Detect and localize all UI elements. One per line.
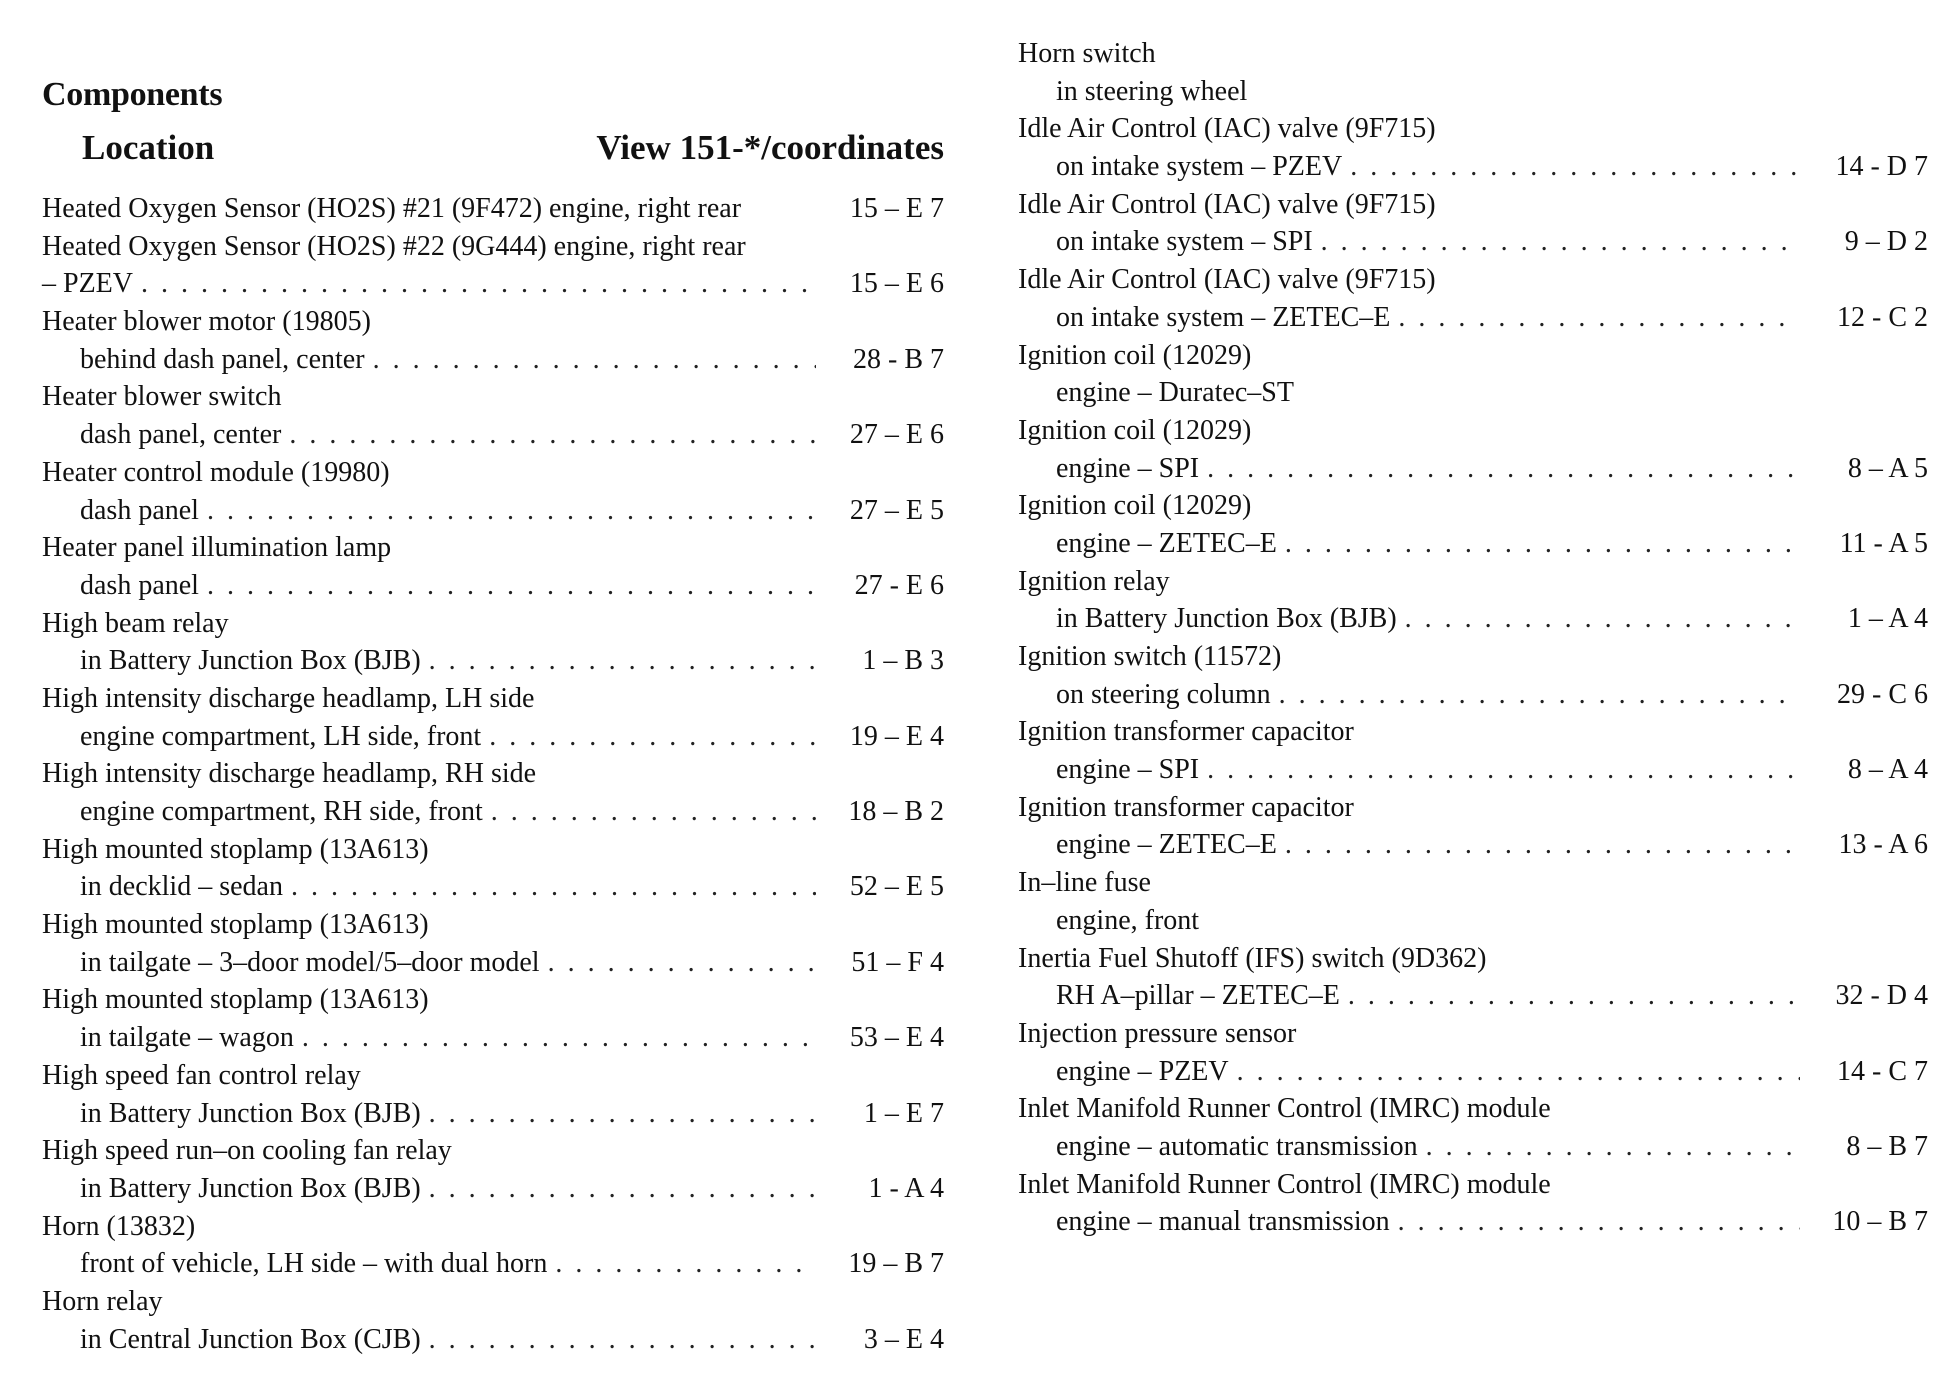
view-coordinate: 51 – F 4: [851, 946, 944, 978]
component-entry: [42, 981, 944, 1056]
component-name: Inlet Manifold Runner Control (IMRC) module: [1018, 1168, 1551, 1200]
location-line: [42, 416, 944, 454]
location-line: [42, 1321, 944, 1359]
location-line: [42, 1245, 944, 1283]
view-coordinate: 8 – A 5: [1847, 452, 1928, 484]
location-text: front of vehicle, LH side – with dual horn: [80, 1248, 548, 1280]
view-coordinate: 32 - D 4: [1835, 980, 1928, 1012]
location-text: in Battery Junction Box (BJB): [80, 1172, 421, 1204]
view-coordinate: 13 - A 6: [1838, 829, 1928, 861]
location-text: engine, front: [1056, 904, 1200, 936]
location-line: [1018, 525, 1928, 563]
component-list-left: [42, 190, 944, 1358]
component-line: [1018, 563, 1928, 601]
component-line: [42, 906, 944, 944]
dot-leader: [291, 868, 816, 906]
location-line: [1018, 600, 1928, 638]
component-entry: [1018, 35, 1928, 110]
view-column-header: View 151-*/coordinates: [596, 128, 944, 167]
dot-leader: [489, 718, 816, 756]
component-entry: [42, 1057, 944, 1132]
component-name: Ignition transformer capacitor: [1018, 716, 1354, 748]
location-line: [1018, 450, 1928, 488]
column-header-row: [42, 128, 944, 172]
location-line: [42, 944, 944, 982]
component-line: [1018, 186, 1928, 224]
component-line: [1018, 789, 1928, 827]
location-text: on intake system – PZEV: [1056, 151, 1343, 183]
component-line: [42, 228, 944, 266]
component-entry: [42, 1208, 944, 1283]
location-text: in Central Junction Box (CJB): [80, 1323, 421, 1355]
component-line: [42, 755, 944, 793]
component-name: Heater blower switch: [42, 381, 282, 413]
location-text: engine compartment, LH side, front: [80, 720, 482, 752]
component-name: Ignition switch (11572): [1018, 641, 1282, 672]
component-entry: [42, 680, 944, 755]
location-line: [42, 341, 944, 379]
component-line: [1018, 864, 1928, 902]
component-entry: [42, 906, 944, 981]
component-line: [1018, 1090, 1928, 1128]
view-coordinate: 11 - A 5: [1839, 527, 1928, 559]
component-name: Horn (13832): [42, 1210, 196, 1242]
location-text: engine – automatic transmission: [1056, 1130, 1418, 1162]
location-line: [1018, 826, 1928, 864]
dot-leader: [207, 567, 816, 605]
component-line: [42, 1057, 944, 1095]
component-name: Ignition coil (12029): [1018, 490, 1252, 522]
location-line: [42, 793, 944, 831]
component-entry: [1018, 110, 1928, 185]
view-coordinate: 3 – E 4: [863, 1323, 944, 1355]
component-entry: [1018, 864, 1928, 939]
dot-leader: [548, 944, 816, 982]
view-coordinate: 15 – E 6: [849, 268, 944, 300]
location-line: [1018, 1128, 1928, 1166]
dot-leader: [1207, 450, 1800, 488]
component-name: Heated Oxygen Sensor (HO2S) #22 (9G444) engine, right rear: [42, 230, 746, 262]
component-name: Inlet Manifold Runner Control (IMRC) module: [1018, 1093, 1551, 1125]
view-coordinate: 15 – E 7: [849, 193, 944, 224]
location-text: dash panel: [80, 569, 199, 601]
view-coordinate: 53 – E 4: [849, 1022, 944, 1054]
dot-leader: [302, 1019, 816, 1057]
component-line: [1018, 638, 1928, 676]
component-name: Heater panel illumination lamp: [42, 532, 392, 564]
dot-leader: [429, 1321, 816, 1359]
location-line: [42, 1095, 944, 1133]
location-text: in tailgate – 3–door model/5–door model: [80, 946, 540, 978]
section-heading: Components: [42, 76, 223, 113]
location-line: [42, 492, 944, 530]
component-entry: [42, 755, 944, 830]
component-entry: [1018, 337, 1928, 412]
dot-leader: [141, 265, 816, 303]
dot-leader: [1350, 148, 1800, 186]
component-entry: [1018, 563, 1928, 638]
component-name: Idle Air Control (IAC) valve (9F715): [1018, 113, 1436, 145]
component-line: [42, 831, 944, 869]
component-entry: [42, 1283, 944, 1358]
location-text: engine – SPI: [1056, 754, 1200, 786]
view-coordinate: 8 – A 4: [1847, 754, 1928, 786]
location-line: [1018, 374, 1928, 412]
component-entry: [42, 190, 944, 228]
component-name: Idle Air Control (IAC) valve (9F715): [1018, 188, 1436, 220]
location-text: in steering wheel: [1056, 75, 1248, 107]
location-text: on intake system – SPI: [1056, 226, 1313, 258]
location-line: [42, 868, 944, 906]
location-text: on steering column: [1056, 678, 1271, 710]
component-line: [42, 190, 944, 228]
component-entry: [42, 605, 944, 680]
component-name: Idle Air Control (IAC) valve (9F715): [1018, 264, 1436, 296]
component-entry: [1018, 1090, 1928, 1165]
dot-leader: [555, 1245, 816, 1283]
location-line: [1018, 1053, 1928, 1091]
component-name: High intensity discharge headlamp, LH side: [42, 682, 535, 714]
location-text: on intake system – ZETEC–E: [1056, 301, 1391, 333]
dot-leader: [289, 416, 816, 454]
location-text: engine – PZEV: [1056, 1055, 1229, 1087]
view-coordinate: 1 – E 7: [863, 1097, 944, 1129]
component-entry: [1018, 1166, 1928, 1241]
component-line: [42, 454, 944, 492]
location-column-header: Location: [82, 128, 215, 167]
view-coordinate: 18 – B 2: [848, 796, 944, 827]
view-coordinate: 1 – A 4: [1847, 603, 1928, 635]
dot-leader: [1285, 826, 1800, 864]
component-name: High beam relay: [42, 607, 229, 639]
component-entry: [1018, 487, 1928, 562]
component-line: [1018, 1015, 1928, 1053]
component-entry: [1018, 261, 1928, 336]
view-coordinate: 8 – B 7: [1846, 1130, 1928, 1162]
component-line: [1018, 261, 1928, 299]
location-line: [1018, 223, 1928, 261]
location-line: [1018, 148, 1928, 186]
location-line: [42, 718, 944, 756]
component-entry: [42, 378, 944, 453]
component-name: Injection pressure sensor: [1018, 1017, 1297, 1049]
view-coordinate: 10 – B 7: [1832, 1206, 1928, 1238]
component-entry: [42, 529, 944, 604]
component-entry: [1018, 789, 1928, 864]
location-line: [42, 1019, 944, 1057]
component-line: [1018, 337, 1928, 375]
location-text: engine – ZETEC–E: [1056, 829, 1277, 861]
component-entry: [1018, 1015, 1928, 1090]
location-line: [1018, 902, 1928, 940]
dot-leader: [429, 1170, 816, 1208]
location-line: [1018, 977, 1928, 1015]
component-name: Heater blower motor (19805): [42, 306, 371, 338]
location-line: [42, 642, 944, 680]
component-name: Horn switch: [1018, 38, 1156, 69]
dot-leader: [1398, 1203, 1800, 1241]
location-line: [42, 1170, 944, 1208]
component-name: High speed fan control relay: [42, 1059, 361, 1091]
view-coordinate: 9 – D 2: [1844, 226, 1928, 258]
view-coordinate: 14 - D 7: [1835, 151, 1928, 183]
dot-leader: [429, 1095, 816, 1133]
view-coordinate: 12 - C 2: [1837, 301, 1928, 333]
component-entry: [42, 228, 944, 303]
component-name: Heated Oxygen Sensor (HO2S) #21 (9F472) engine, right rear: [42, 193, 742, 224]
component-line: [42, 605, 944, 643]
view-coordinate: 27 – E 6: [849, 419, 944, 451]
dot-leader: [1237, 1053, 1800, 1091]
location-line: [1018, 1203, 1928, 1241]
component-line: [42, 265, 944, 303]
location-text: in tailgate – wagon: [80, 1022, 294, 1054]
component-name: High intensity discharge headlamp, RH side: [42, 758, 537, 790]
component-name: Ignition relay: [1018, 565, 1170, 597]
component-line: [1018, 35, 1928, 73]
component-entry: [1018, 186, 1928, 261]
component-name: High mounted stoplamp (13A613): [42, 909, 429, 941]
component-line: [1018, 412, 1928, 450]
location-line: [1018, 751, 1928, 789]
location-text: engine – ZETEC–E: [1056, 527, 1277, 559]
location-line: [42, 567, 944, 605]
component-entry: [42, 454, 944, 529]
location-line: [1018, 299, 1928, 337]
location-text: in decklid – sedan: [80, 871, 283, 903]
dot-leader: [1207, 751, 1800, 789]
component-name: Ignition transformer capacitor: [1018, 791, 1354, 823]
view-coordinate: 28 - B 7: [853, 343, 944, 375]
component-entry: [1018, 940, 1928, 1015]
location-text: RH A–pillar – ZETEC–E: [1056, 980, 1340, 1012]
dot-leader: [1398, 299, 1800, 337]
view-coordinate: 19 – E 4: [849, 720, 944, 752]
dot-leader: [1321, 223, 1800, 261]
dot-leader: [1426, 1128, 1800, 1166]
component-entry: [1018, 638, 1928, 713]
component-name: Ignition coil (12029): [1018, 414, 1252, 446]
component-line: [1018, 487, 1928, 525]
component-name: – PZEV: [42, 268, 133, 300]
component-entry: [42, 831, 944, 906]
component-list-right: [1018, 35, 1928, 1241]
component-line: [1018, 110, 1928, 148]
component-line: [42, 303, 944, 341]
location-text: in Battery Junction Box (BJB): [1056, 603, 1397, 635]
component-name: In–line fuse: [1018, 867, 1151, 899]
component-entry: [1018, 412, 1928, 487]
component-name: Inertia Fuel Shutoff (IFS) switch (9D362): [1018, 942, 1487, 974]
dot-leader: [1348, 977, 1800, 1015]
location-text: dash panel, center: [80, 419, 282, 451]
view-coordinate: 27 - E 6: [854, 569, 944, 601]
location-text: dash panel: [80, 494, 199, 526]
view-coordinate: 27 – E 5: [849, 494, 944, 526]
component-line: [42, 1283, 944, 1321]
component-name: High mounted stoplamp (13A613): [42, 984, 429, 1016]
location-text: in Battery Junction Box (BJB): [80, 1097, 421, 1129]
dot-leader: [207, 492, 816, 530]
dot-leader: [429, 642, 816, 680]
location-text: engine – manual transmission: [1056, 1206, 1390, 1238]
component-name: High speed run–on cooling fan relay: [42, 1135, 452, 1167]
dot-leader: [1279, 676, 1800, 714]
location-text: engine compartment, RH side, front: [80, 796, 483, 827]
component-entry: [42, 1132, 944, 1207]
component-name: Horn relay: [42, 1285, 163, 1317]
dot-leader: [373, 341, 816, 379]
view-coordinate: 19 – B 7: [848, 1248, 944, 1280]
view-coordinate: 1 - A 4: [868, 1172, 944, 1204]
component-name: Ignition coil (12029): [1018, 339, 1252, 371]
view-coordinate: 52 – E 5: [849, 871, 944, 903]
location-text: engine – SPI: [1056, 452, 1200, 484]
component-line: [42, 680, 944, 718]
location-text: behind dash panel, center: [80, 343, 365, 375]
location-line: [1018, 676, 1928, 714]
component-line: [42, 1132, 944, 1170]
view-coordinate: 1 – B 3: [862, 645, 944, 677]
component-line: [42, 981, 944, 1019]
component-entry: [1018, 713, 1928, 788]
component-entry: [42, 303, 944, 378]
component-line: [42, 1208, 944, 1246]
location-text: in Battery Junction Box (BJB): [80, 645, 421, 677]
dot-leader: [491, 793, 816, 831]
view-coordinate: 29 - C 6: [1837, 678, 1928, 710]
component-line: [1018, 1166, 1928, 1204]
location-text: engine – Duratec–ST: [1056, 377, 1294, 409]
component-line: [1018, 940, 1928, 978]
component-name: Heater control module (19980): [42, 456, 390, 488]
dot-leader: [1405, 600, 1800, 638]
component-line: [42, 378, 944, 416]
component-line: [42, 529, 944, 567]
component-line: [1018, 713, 1928, 751]
location-line: [1018, 73, 1928, 111]
component-name: High mounted stoplamp (13A613): [42, 833, 429, 865]
dot-leader: [1285, 525, 1800, 563]
view-coordinate: 14 - C 7: [1837, 1055, 1928, 1087]
